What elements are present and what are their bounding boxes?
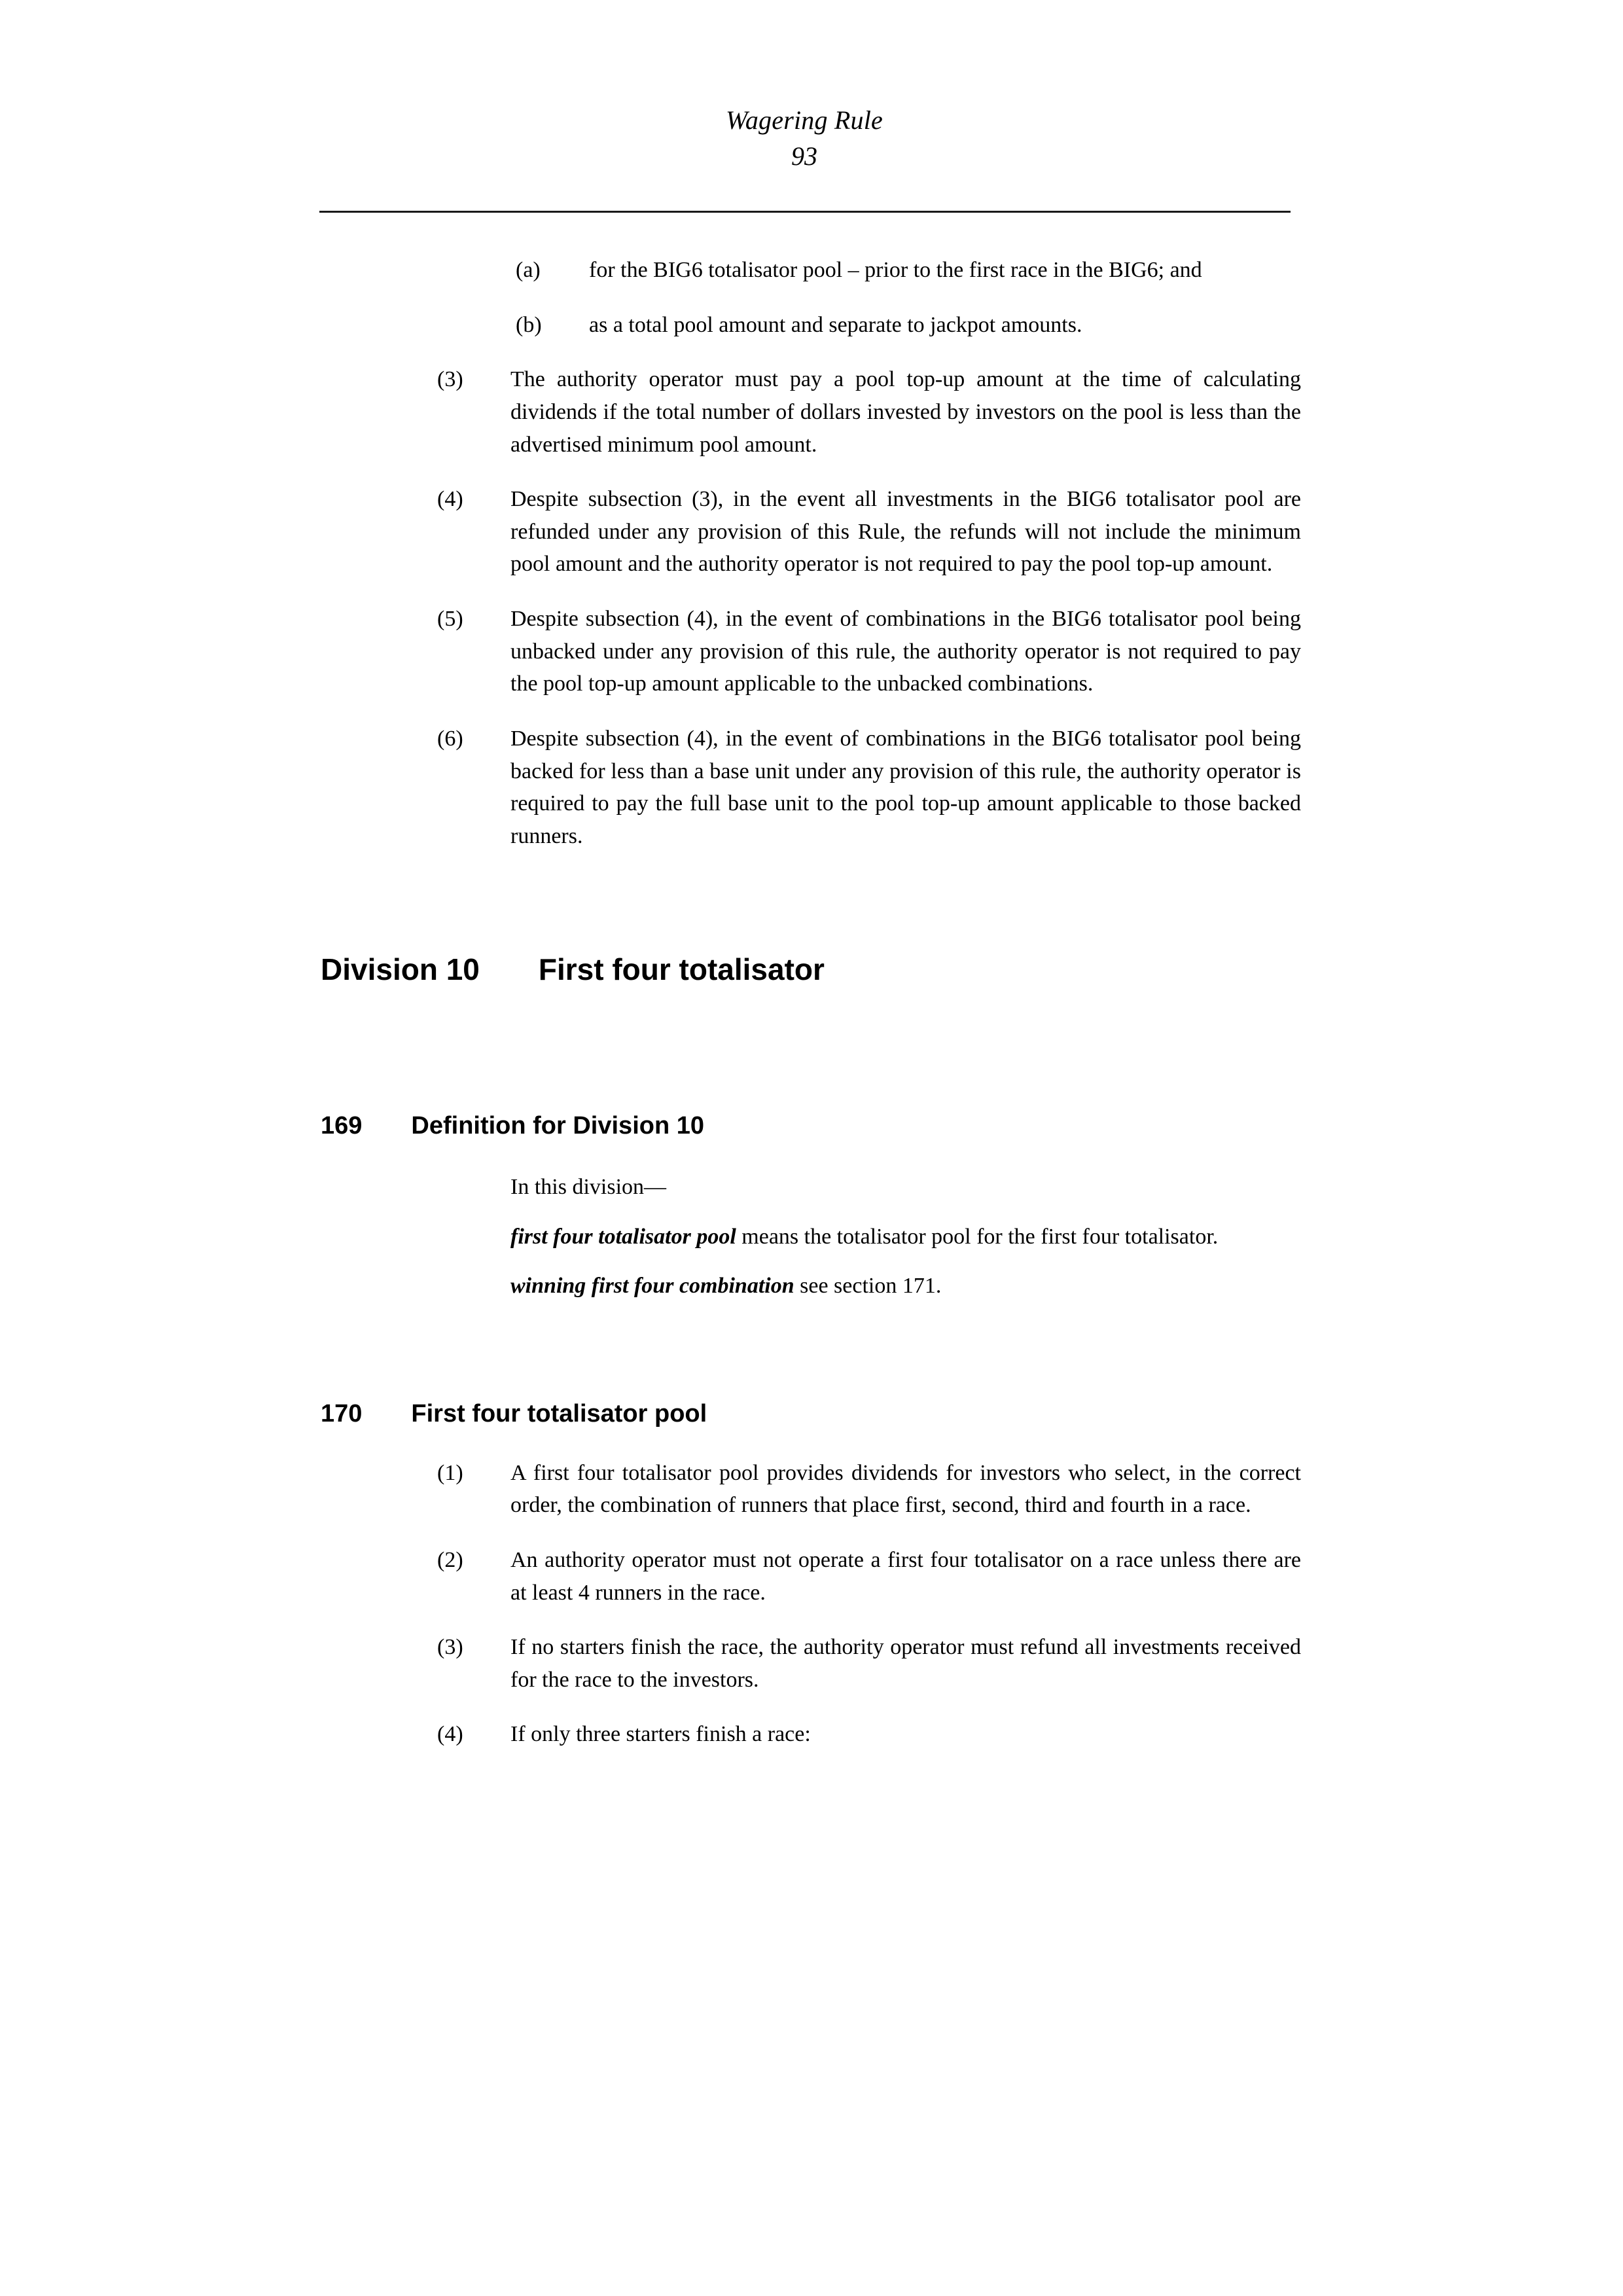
division-number: Division 10 (321, 952, 480, 987)
list-item (0, 254, 1623, 287)
list-marker: (1) (437, 1460, 463, 1485)
definition-text: means the totalisator pool for the first four totalisator. (736, 1224, 1219, 1249)
list-item (0, 363, 1623, 461)
list-item-text: The authority operator must pay a pool top-up amount at the time of calculating dividends if the total number of dollars invested by investors on the pool is less than the advertised minimum pool amount. (510, 367, 1301, 457)
list-item (0, 1631, 1623, 1696)
division-title: First four totalisator (538, 952, 825, 987)
definition-entry (510, 1221, 1301, 1253)
list-item (0, 1544, 1623, 1609)
section-number: 170 (321, 1400, 363, 1428)
list-marker: (6) (437, 726, 463, 751)
section-title: Definition for Division 10 (411, 1111, 705, 1139)
list-item-text: Despite subsection (4), in the event of combinations in the BIG6 totalisator pool being backed for less than a base unit under any provision of this rule, the authority operator is required to pay the full base unit to the pool top-up amount applicable to those backed runners. (510, 726, 1301, 848)
page-number: 93 (791, 141, 817, 171)
definition-text: see section 171. (794, 1274, 942, 1299)
list-item-text: If no starters finish the race, the authority operator must refund all investments received for the race to the investors. (510, 1635, 1301, 1692)
list-marker: (3) (437, 367, 463, 392)
page-content (0, 254, 1623, 1773)
list-item-text: Despite subsection (3), in the event all investments in the BIG6 totalisator pool are refunded under any provision of this Rule, the refunds will not include the minimum pool amount and the authority operator is not required to pay the pool top-up amount. (510, 487, 1301, 577)
division-heading (0, 952, 1623, 988)
spacer (0, 1141, 1623, 1171)
list-marker: (3) (437, 1635, 463, 1660)
spacer (0, 1319, 1623, 1399)
list-item-text: A first four totalisator pool provides dividends for investors who select, in the correct order, the combination of runners that place first, second, third and fourth in a race. (510, 1460, 1301, 1518)
list-item-text: as a total pool amount and separate to jackpot amounts. (589, 312, 1082, 337)
list-item-text: If only three starters finish a race: (510, 1722, 811, 1747)
defined-term: winning first four combination (510, 1274, 794, 1299)
definition-intro: In this division— (510, 1175, 667, 1200)
spacer (0, 874, 1623, 952)
header-title: Wagering Rule (726, 105, 883, 135)
list-item (0, 1457, 1623, 1522)
section-heading-169 (0, 1111, 1623, 1141)
spacer (0, 988, 1623, 1111)
list-marker: (b) (516, 312, 542, 337)
list-item (0, 723, 1623, 853)
list-marker: (5) (437, 607, 463, 631)
list-item (0, 483, 1623, 581)
list-marker: (2) (437, 1547, 463, 1572)
section-number: 169 (321, 1111, 363, 1139)
list-item-text: for the BIG6 totalisator pool – prior to the first race in the BIG6; and (589, 258, 1202, 282)
running-header (319, 105, 1289, 171)
spacer (0, 1429, 1623, 1457)
list-marker: (4) (437, 1722, 463, 1747)
list-item (0, 603, 1623, 700)
section-title: First four totalisator pool (411, 1400, 707, 1428)
list-marker: (4) (437, 487, 463, 512)
defined-term: first four totalisator pool (510, 1224, 736, 1249)
section-heading-170 (0, 1399, 1623, 1429)
list-item (0, 309, 1623, 342)
header-divider-rule (319, 211, 1291, 213)
definition-entry (510, 1270, 1301, 1302)
list-item (0, 1718, 1623, 1751)
list-item-text: Despite subsection (4), in the event of combinations in the BIG6 totalisator pool being unbacked under any provision of this rule, the authority operator is not required to pay the pool top-up amount applicable to the unbacked combinations. (510, 607, 1301, 696)
list-marker: (a) (516, 258, 541, 282)
list-item-text: An authority operator must not operate a first four totalisator on a race unless there are at least 4 runners in the race. (510, 1547, 1301, 1605)
